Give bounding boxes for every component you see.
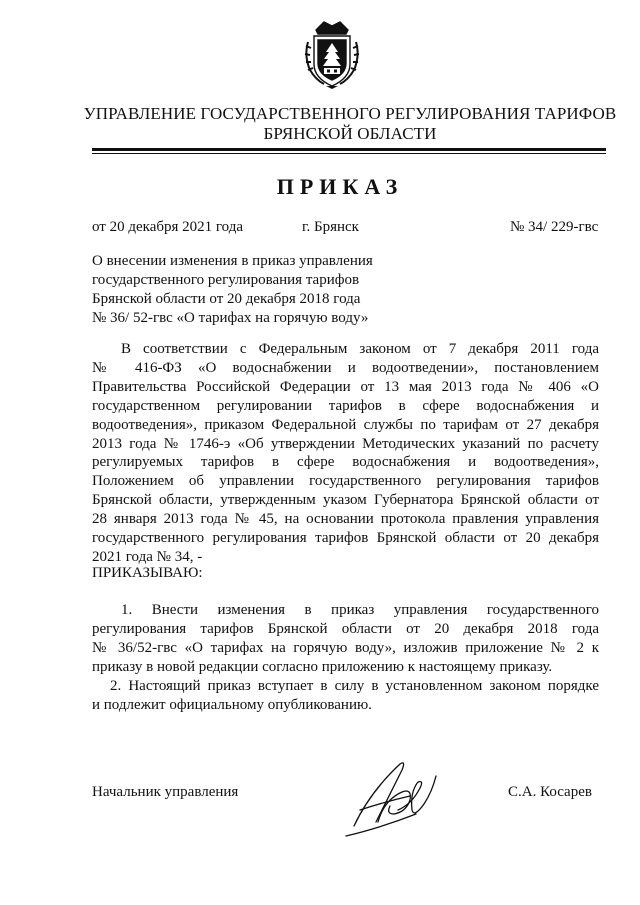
- preamble-paragraph: [92, 340, 599, 567]
- order-item-2: [92, 677, 599, 715]
- order-subject: [92, 252, 373, 328]
- item-1-line: 1. Внести изменения в приказ управления государственного: [121, 602, 599, 618]
- preamble-line: Брянской области, утвержденным указом Губернатора Брянской области от: [92, 492, 599, 509]
- item-1-line: приказу в новой редакции согласно приложению к настоящему приказу.: [92, 658, 553, 675]
- order-date: от 20 декабря 2021 года: [92, 219, 244, 235]
- subject-line: Брянской области от 20 декабря 2018 года: [92, 291, 361, 307]
- signatory-position: Начальник управления: [92, 784, 239, 800]
- preamble-line: регулируемых тарифов в сфере водоснабжения и водоотведения»,: [92, 454, 599, 471]
- order-directive-word: ПРИКАЗЫВАЮ:: [92, 565, 203, 581]
- subject-line: № 36/ 52-гвс «О тарифах на горячую воду»: [92, 310, 369, 326]
- preamble-line: Положением об управлении государственного регулирования тарифов: [92, 473, 599, 490]
- order-city: г. Брянск: [302, 219, 359, 235]
- preamble-line: 28 января 2013 года № 45, на основании протокола правления управления: [92, 511, 599, 528]
- preamble-line: В соответствии с Федеральным законом от 7 декабря 2011 года: [121, 341, 599, 357]
- item-1-line: регулирования тарифов Брянской области от 20 декабря 2018 года: [92, 620, 599, 637]
- item-1-line: № 36/52-гвс «О тарифах на горячую воду», изложив приложение № 2 к: [92, 639, 599, 656]
- document-title: ПРИКАЗ: [276, 174, 404, 199]
- preamble-line: водоотведения», приказом Федеральной службы по тарифам от 27 декабря: [92, 416, 599, 433]
- item-2-line: и подлежит официальному опубликованию.: [92, 696, 372, 713]
- signatory-name: С.А. Косарев: [508, 784, 592, 800]
- order-number: № 34/ 229-гвс: [510, 219, 599, 235]
- preamble-line: 2013 года № 1746-э «Об утверждении Методических указаний по расчету: [92, 435, 599, 452]
- handwritten-signature: [340, 752, 450, 842]
- subject-line: О внесении изменения в приказ управления: [92, 253, 373, 269]
- item-2-line: 2. Настоящий приказ вступает в силу в установленном законом порядке: [110, 678, 599, 694]
- subject-line: государственного регулирования тарифов: [92, 272, 360, 288]
- preamble-line: 2021 года № 34, -: [92, 548, 203, 565]
- preamble-line: государственном регулировании тарифов в сфере водоснабжения и: [92, 397, 599, 414]
- preamble-line: № 416-ФЗ «О водоснабжении и водоотведении», постановлением: [92, 359, 599, 376]
- organization-name-line-2: БРЯНСКОЙ ОБЛАСТИ: [263, 124, 437, 143]
- order-item-1: [92, 601, 599, 677]
- coat-of-arms-emblem: [302, 16, 362, 90]
- preamble-line: Правительства Российской Федерации от 13 мая 2013 года № 406 «О: [92, 378, 599, 395]
- header-divider-thin: [92, 153, 606, 154]
- header-divider-thick: [92, 148, 606, 151]
- preamble-line: государственного регулирования тарифов Брянской области от 20 декабря: [92, 530, 599, 547]
- organization-name-line-1: УПРАВЛЕНИЕ ГОСУДАРСТВЕННОГО РЕГУЛИРОВАНИЯ ТАРИФОВ: [83, 104, 617, 123]
